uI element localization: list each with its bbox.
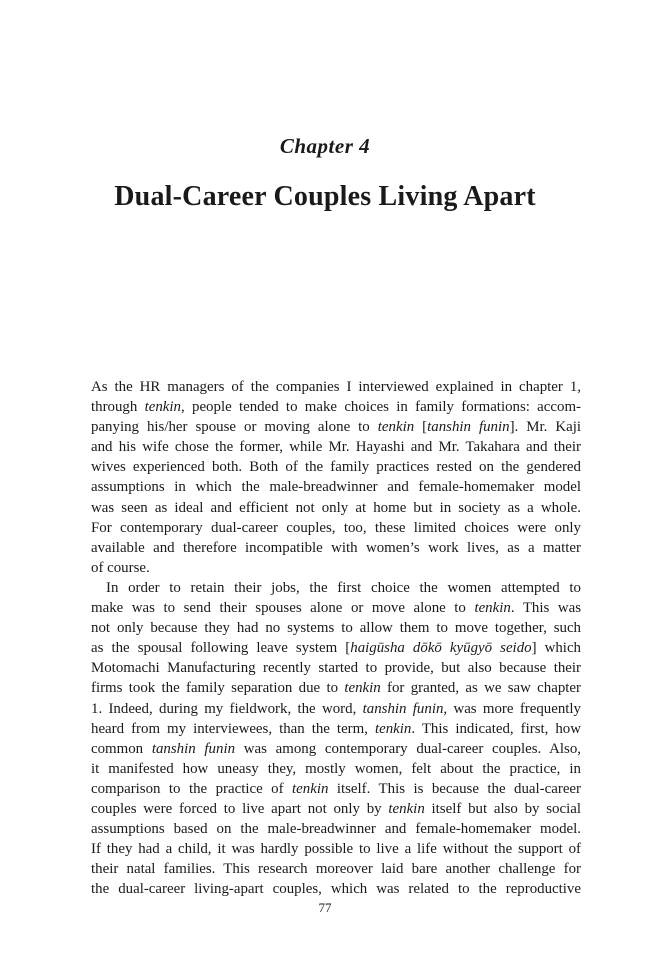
text-segment: couples were forced to live apart not only by bbox=[91, 800, 389, 817]
text-line bbox=[91, 879, 581, 899]
text-line bbox=[91, 538, 581, 558]
text-segment: common bbox=[91, 740, 152, 757]
chapter-label: Chapter 4 bbox=[279, 134, 371, 158]
text-line bbox=[91, 498, 581, 518]
text-line bbox=[91, 859, 581, 879]
paragraph bbox=[91, 578, 581, 900]
text-line bbox=[91, 417, 581, 437]
text-segment: . This indicated, first, how bbox=[411, 720, 582, 737]
text-segment: , was more frequently bbox=[443, 700, 582, 717]
text-segment: . This was bbox=[510, 600, 581, 617]
text-line bbox=[91, 518, 581, 538]
text-segment: If they had a child, it was hardly possible to live a life without the support of bbox=[91, 841, 581, 858]
text-line bbox=[91, 397, 581, 417]
text-segment: firms took the family separation due to bbox=[91, 680, 345, 697]
text-segment: as the spousal following leave system [ bbox=[91, 640, 351, 657]
text-line bbox=[91, 618, 581, 638]
italic-term: tenkin bbox=[388, 800, 425, 817]
text-line bbox=[91, 678, 581, 698]
text-line bbox=[91, 719, 581, 739]
text-segment: assumptions based on the male-breadwinner and female-homemaker model. bbox=[91, 821, 581, 838]
text-line bbox=[91, 759, 581, 779]
text-segment: ] which bbox=[531, 640, 582, 657]
text-segment: of course. bbox=[91, 559, 150, 576]
text-line bbox=[91, 377, 581, 397]
text-segment: ]. Mr. Kaji bbox=[509, 419, 582, 436]
text-segment: , people tended to make choices in family formations: accom- bbox=[181, 399, 581, 416]
italic-term: tenkin bbox=[344, 680, 381, 697]
text-segment: wives experienced both. Both of the family practices rested on the gendered bbox=[91, 459, 581, 476]
text-segment: heard from my interviewees, than the term, bbox=[91, 720, 375, 737]
text-line bbox=[91, 699, 581, 719]
text-segment: was among contemporary dual-career couples. Also, bbox=[235, 740, 581, 757]
text-line bbox=[91, 819, 581, 839]
text-segment: was seen as ideal and efficient not only at home but in society as a whole. bbox=[91, 499, 581, 516]
text-line bbox=[91, 578, 581, 598]
text-segment: As the HR managers of the companies I interviewed explained in chapter 1, bbox=[91, 379, 581, 395]
text-line bbox=[91, 598, 581, 618]
italic-term: tanshin funin bbox=[362, 700, 444, 717]
text-segment: For contemporary dual-career couples, too, these limited choices were only bbox=[91, 519, 581, 536]
italic-term: tenkin bbox=[474, 600, 511, 617]
text-segment: panying his/her spouse or moving alone to bbox=[91, 419, 378, 436]
text-segment: available and therefore incompatible with women’s work lives, as a matter bbox=[91, 539, 581, 556]
italic-term: tenkin bbox=[292, 780, 329, 797]
italic-term: tanshin funin bbox=[151, 740, 236, 757]
text-line bbox=[91, 799, 581, 819]
italic-term: tenkin bbox=[144, 399, 181, 416]
text-line bbox=[91, 558, 581, 578]
body-text bbox=[91, 377, 581, 899]
text-line bbox=[91, 739, 581, 759]
text-segment: comparison to the practice of bbox=[91, 780, 293, 797]
text-segment: In order to retain their jobs, the first choice the women attempted to bbox=[106, 579, 581, 596]
italic-term: tenkin bbox=[377, 419, 415, 436]
text-segment: for granted, as we saw chapter bbox=[380, 680, 581, 697]
paragraph bbox=[91, 377, 581, 578]
italic-term: haigūsha dōkō kyūgyō seido bbox=[350, 640, 532, 657]
chapter-title: Dual-Career Couples Living Apart bbox=[114, 181, 536, 212]
italic-term: tenkin bbox=[374, 720, 412, 737]
text-segment: it manifested how uneasy they, mostly women, felt about the practice, in bbox=[91, 760, 581, 777]
text-segment: [ bbox=[414, 419, 428, 436]
page-number: 77 bbox=[318, 900, 332, 915]
text-line bbox=[91, 839, 581, 859]
text-segment: make was to send their spouses alone or move alone to bbox=[91, 600, 475, 617]
text-segment: not only because they had no systems to allow them to move together, such bbox=[91, 620, 581, 637]
text-line bbox=[91, 457, 581, 477]
text-segment: their natal families. This research moreover laid bare another challenge for bbox=[91, 861, 581, 878]
text-segment: assumptions in which the male-breadwinner and female-homemaker model bbox=[91, 479, 581, 496]
text-segment: 1. Indeed, during my fieldwork, the word, bbox=[91, 700, 363, 717]
text-segment: itself but also by social bbox=[424, 800, 581, 817]
text-line bbox=[91, 779, 581, 799]
text-line bbox=[91, 658, 581, 678]
text-line bbox=[91, 477, 581, 497]
text-segment: and his wife chose the former, while Mr. Hayashi and Mr. Takahara and their bbox=[91, 439, 581, 456]
text-segment: itself. This is because the dual-career bbox=[328, 780, 581, 797]
text-segment: the dual-career living-apart couples, which was related to the reproductive bbox=[91, 881, 581, 898]
text-segment: through bbox=[91, 399, 145, 416]
text-segment: Motomachi Manufacturing recently started to provide, but also because their bbox=[91, 660, 581, 677]
italic-term: tanshin funin bbox=[427, 419, 510, 436]
text-line bbox=[91, 437, 581, 457]
text-line bbox=[91, 638, 581, 658]
